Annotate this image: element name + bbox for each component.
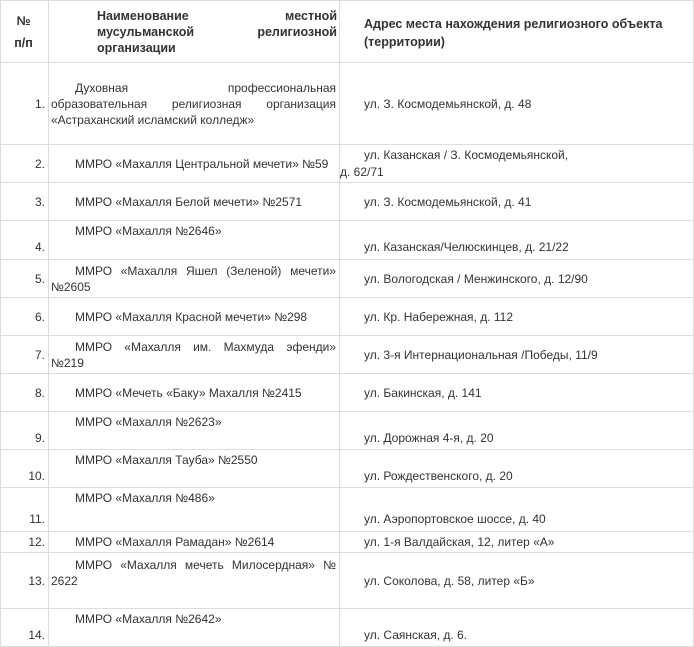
object-address: ул. З. Космодемьянской, д. 41 [340,183,694,221]
row-number: 5. [1,260,49,298]
header-number-cell [1,1,49,63]
organization-name [49,553,340,609]
object-address: ул. Дорожная 4-я, д. 20 [340,412,694,450]
organization-name [49,336,340,374]
organization-name [49,221,340,260]
organization-name [49,450,340,488]
object-address-line2: д. 62/71 [340,164,384,179]
organization-name-text: ММРО «Махалля Красной мечети» №298 [75,309,308,324]
organization-name [49,532,340,553]
object-address: ул. Аэропортовское шоссе, д. 40 [340,488,694,532]
table-row [1,532,694,553]
object-address: ул. Бакинская, д. 141 [340,374,694,412]
row-number: 8. [1,374,49,412]
object-address: ул. Кр. Набережная, д. 112 [340,298,694,336]
header-number-line1: № [16,13,31,28]
header-address-cell: Адрес места нахождения религиозного объекта (территории) [340,1,694,63]
row-number: 10. [1,450,49,488]
header-number-line2: п/п [14,35,33,50]
table-row [1,450,694,488]
table-row [1,260,694,298]
organization-name [49,63,340,145]
row-number: 14. [1,609,49,647]
organization-name-text: ММРО «Махалля Белой мечети» №2571 [75,194,303,209]
table-row [1,609,694,647]
table-row [1,488,694,532]
header-name-line3: организации [97,40,176,55]
object-address: ул. Соколова, д. 58, литер «Б» [340,553,694,609]
row-number: 13. [1,553,49,609]
organization-name [49,609,340,647]
table-row [1,374,694,412]
organization-name [49,298,340,336]
object-address [340,145,694,183]
row-number: 3. [1,183,49,221]
table-row [1,145,694,183]
organization-name [49,412,340,450]
row-number: 1. [1,63,49,145]
organization-name-text: ММРО «Махалля Рамадан» №2614 [75,535,275,549]
organization-name-text: Духовная профессиональная образовательная религиозная организация «Астраханский исламский колледж» [51,80,336,127]
row-number: 11. [1,488,49,532]
table-row [1,63,694,145]
organization-name-text: ММРО «Махалля им. Махмуда эфенди» №219 [51,339,336,370]
object-address: ул. Саянская, д. 6. [340,609,694,647]
row-number: 6. [1,298,49,336]
table-header-row [1,1,694,63]
row-number: 4. [1,221,49,260]
organization-name-text: ММРО «Махалля Яшел (Зеленой) мечети» №2605 [51,263,336,294]
organization-name-text: ММРО «Махалля №2646» [75,224,222,238]
table-row [1,553,694,609]
header-name-line1: Наименование местной [97,8,337,23]
organization-name [49,374,340,412]
organization-name-text: ММРО «Махалля №2623» [75,415,222,429]
organization-name-text: ММРО «Махалля №2642» [75,612,222,626]
table-row [1,221,694,260]
organization-name [49,488,340,532]
row-number: 9. [1,412,49,450]
object-address: ул. З. Космодемьянской, д. 48 [340,63,694,145]
organization-name-text: ММРО «Махалля Тауба» №2550 [75,453,258,467]
table-row [1,298,694,336]
table-row [1,183,694,221]
table-row [1,412,694,450]
object-address: ул. 3-я Интернациональная /Победы, 11/9 [340,336,694,374]
header-name-line2: мусульманской религиозной [97,24,337,39]
row-number: 2. [1,145,49,183]
organization-name [49,183,340,221]
object-address: ул. Рождественского, д. 20 [340,450,694,488]
organization-name [49,145,340,183]
object-address: ул. Вологодская / Менжинского, д. 12/90 [340,260,694,298]
organization-name-text: ММРО «Махалля Центральной мечети» №59 [75,156,329,171]
object-address-line1: ул. Казанская / З. Космодемьянской, [364,147,569,162]
organization-name-text: ММРО «Махалля мечеть Милосердная» № 2622 [51,558,336,588]
row-number: 12. [1,532,49,553]
object-address: ул. 1-я Валдайская, 12, литер «А» [340,532,694,553]
organization-name [49,260,340,298]
header-name-cell [49,1,340,63]
organization-name-text: ММРО «Махалля №486» [75,491,215,505]
table-row [1,336,694,374]
organization-name-text: ММРО «Мечеть «Баку» Махалля №2415 [75,385,302,400]
row-number: 7. [1,336,49,374]
object-address: ул. Казанская/Челюскинцев, д. 21/22 [340,221,694,260]
